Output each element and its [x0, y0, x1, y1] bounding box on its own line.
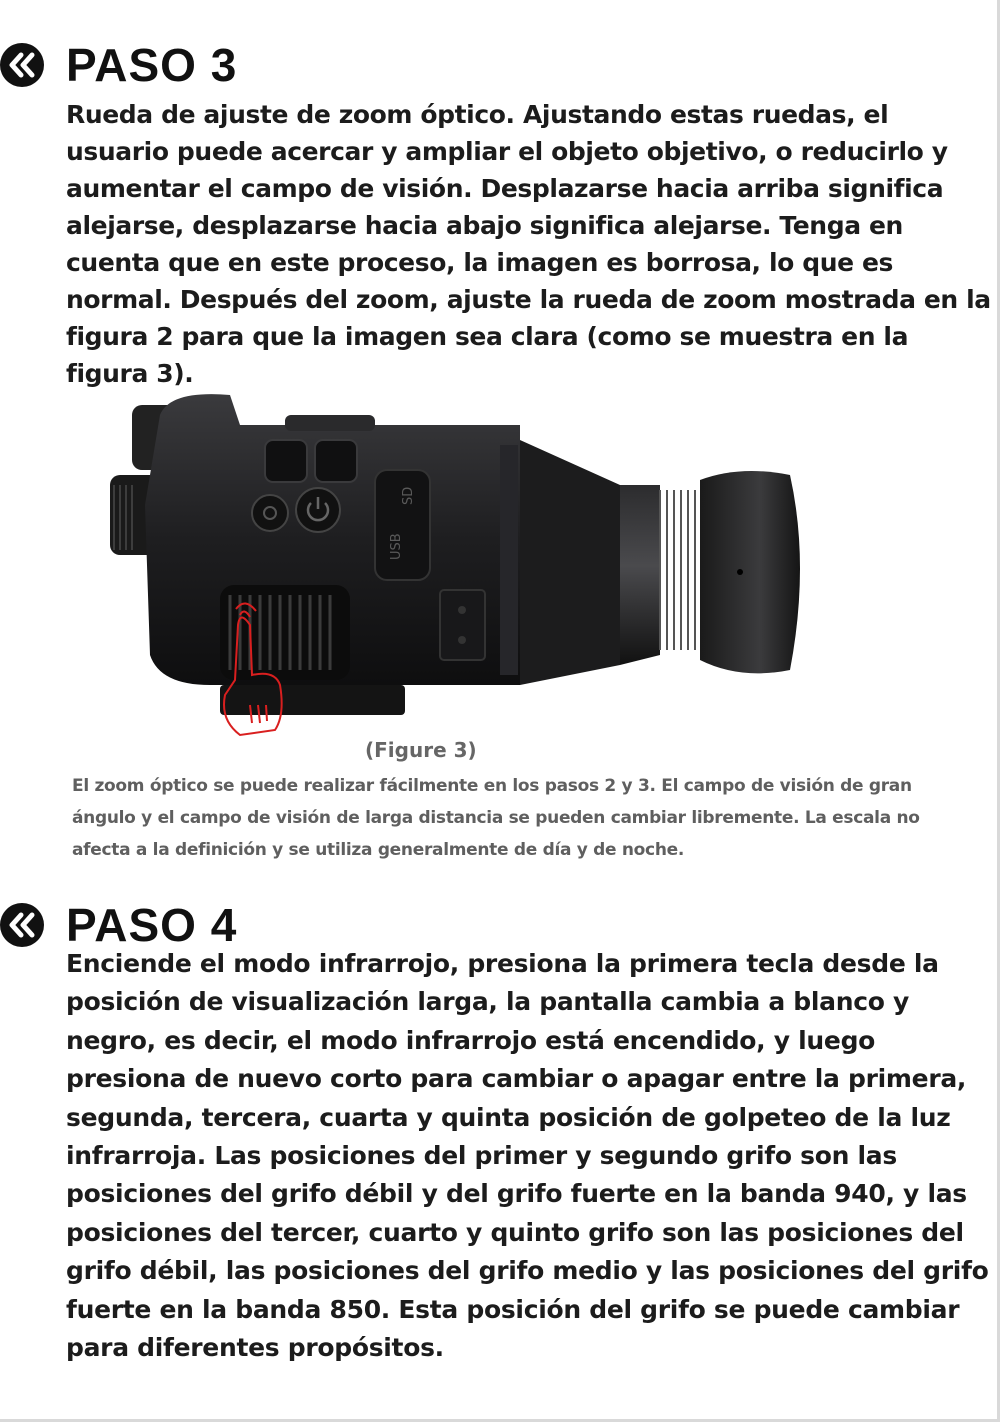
power-icon [296, 488, 340, 532]
step4-title: PASO 4 [66, 899, 238, 951]
figure-caption: (Figure 3) [365, 738, 477, 762]
step4-paragraph: Enciende el modo infrarrojo, presiona la primera tecla desde la posición de visualización larga, la pantalla cambia a blanco y negro, es decir, el modo infrarrojo está encendido, y luego presiona de nuevo corto para cambiar o apagar entre la primera, segunda, tercera, cuarta y quinta posición de golpeteo de la luz infrarroja. Las posiciones del primer y segundo grifo son las posiciones del grifo débil y del grifo fuerte en la banda 940, y las posiciones del tercer, cuarto y quinto grifo son las posiciones del grifo débil, las posiciones del grifo medio y las posiciones del grifo fuerte en la banda 850. Esta posición del grifo se puede cambiar para diferentes propósitos. [66, 949, 989, 1363]
step3-paragraph: Rueda de ajuste de zoom óptico. Ajustando estas ruedas, el usuario puede acercar y ampliar el objeto objetivo, o reducirlo y aumentar el campo de visión. Desplazarse hacia arriba significa alejarse, desplazarse hacia abajo significa alejarse. Tenga en cuenta que en este proceso, la imagen es borrosa, lo que es normal. Después del zoom, ajuste la rueda de zoom mostrada en la figura 2 para que la imagen sea clara (como se muestra en la figura 3). [66, 100, 991, 388]
sd-label: SD [401, 486, 416, 505]
night-vision-device-figure [100, 385, 820, 744]
usb-label: USB [389, 533, 404, 560]
step3-header [0, 38, 237, 92]
chevron-double-left-icon [0, 903, 44, 947]
chevron-double-left-icon [0, 43, 44, 87]
step4-header [0, 898, 237, 952]
step3-title: PASO 3 [66, 39, 238, 91]
zoom-note: El zoom óptico se puede realizar fácilmente en los pasos 2 y 3. El campo de visión de gran ángulo y el campo de visión de larga distancia se pueden cambiar libremente. La escala no afecta a la definición y se utiliza generalmente de día y de noche. [72, 776, 920, 860]
